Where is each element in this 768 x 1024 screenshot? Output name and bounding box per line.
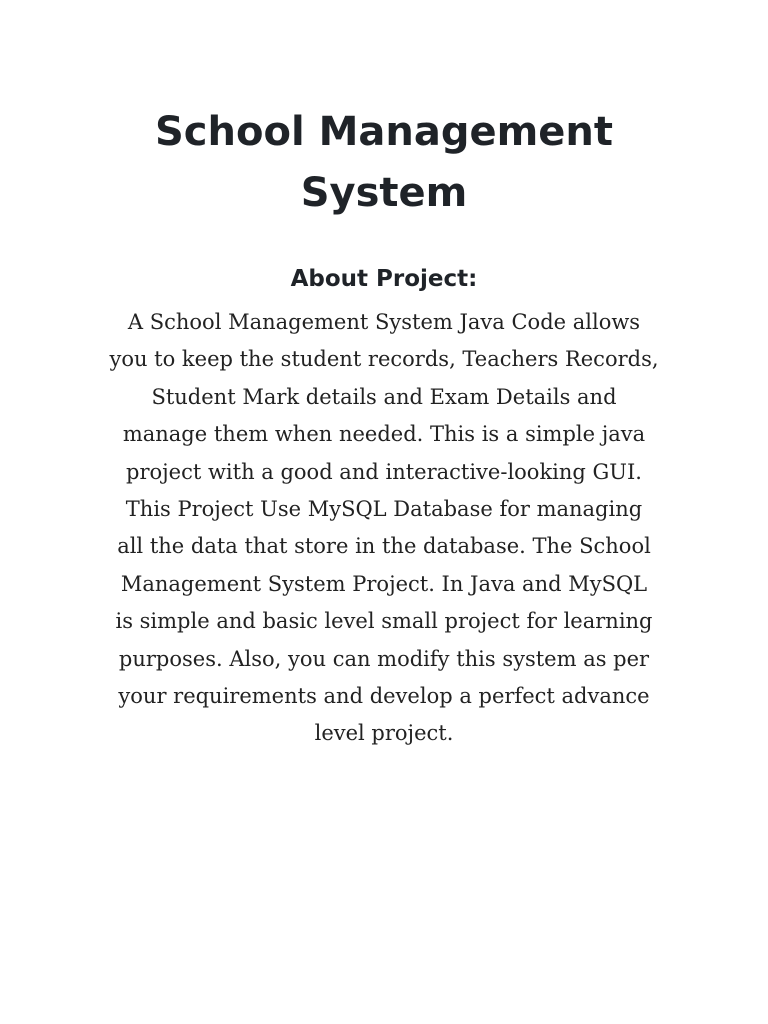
paragraph-line: level project. [314,721,454,746]
paragraph-line: all the data that store in the database. The School [117,534,651,559]
paragraph-line: you to keep the student records, Teachers Records, [109,347,659,372]
about-paragraph [84,304,684,753]
paragraph-line: A School Management System Java Code allows [127,310,641,334]
page-title: School Management System [154,109,614,216]
paragraph-line: project with a good and interactive-looking GUI. [126,459,642,484]
paragraph-line: purposes. Also, you can modify this system as per [118,646,650,671]
paragraph-line: This Project Use MySQL Database for managing [125,497,643,522]
paragraph-line: Management System Project. In Java and MySQL [120,571,648,596]
paragraph-line: is simple and basic level small project for learning [115,609,653,634]
paragraph-line: Student Mark details and Exam Details and [151,384,617,409]
paragraph-line: manage them when needed. This is a simple java [122,422,646,447]
paragraph-line: your requirements and develop a perfect advance [118,684,650,709]
section-heading: About Project: [290,266,478,292]
